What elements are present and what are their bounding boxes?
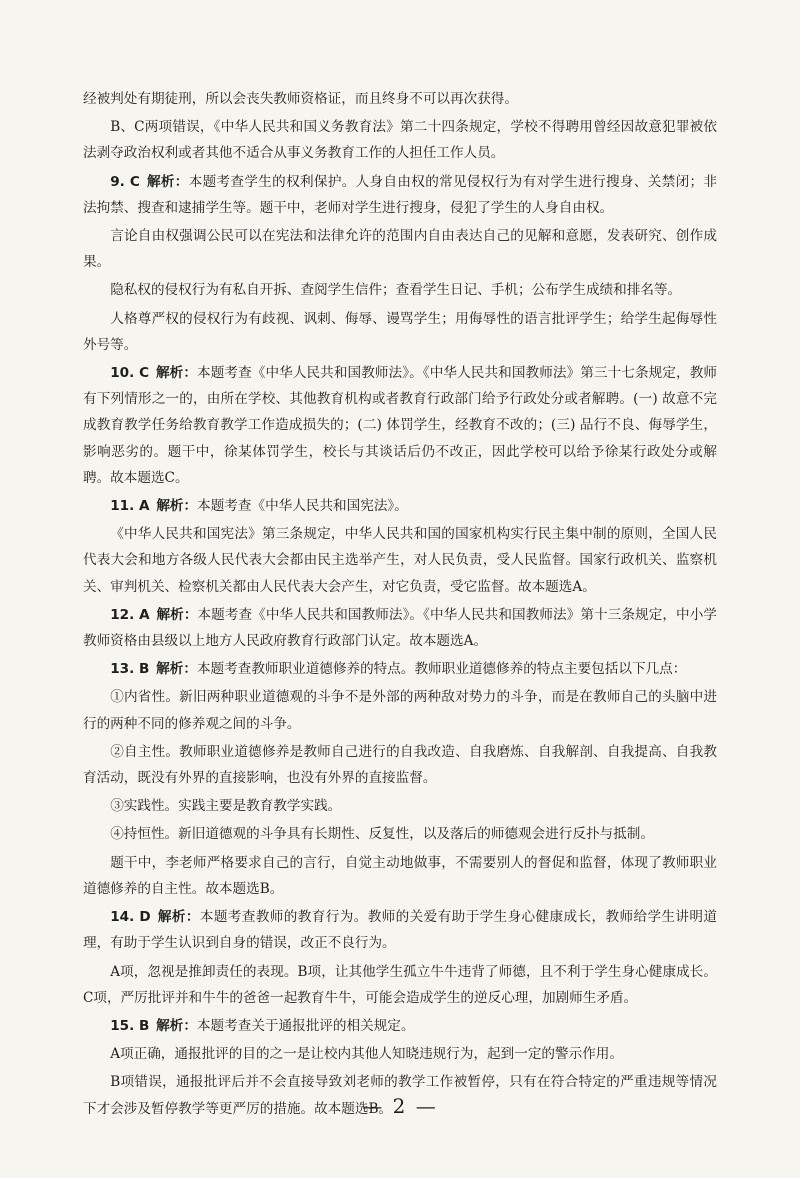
paragraph <box>83 793 717 819</box>
paragraph-text: 本题考查《中华人民共和国教师法》。《中华人民共和国教师法》第十三条规定，中小学教师资格由县级以上地方人民政府教育行政部门认定。故本题选A。 <box>83 606 717 650</box>
paragraph-text: ①内省性。新旧两种职业道德观的斗争不是外部的两种敌对势力的斗争，而是在教师自己的头脑中进行的两种不同的修养观之间的斗争。 <box>83 689 717 732</box>
paragraph <box>83 1013 717 1039</box>
paragraph <box>83 169 717 221</box>
analysis-label: 解析： <box>156 1017 197 1034</box>
paragraph <box>83 493 717 519</box>
paragraph <box>83 277 717 303</box>
paragraph-text: 经被判处有期徒刑，所以会丧失教师资格证，而且终身不可以再次获得。 <box>83 91 518 107</box>
analysis-label: 解析： <box>155 365 198 382</box>
analysis-label: 解析： <box>156 661 197 678</box>
analysis-label: 解析： <box>146 173 189 190</box>
analysis-label: 解析： <box>156 498 198 515</box>
question-answer: 11. A <box>110 498 150 515</box>
analysis-label: 解析： <box>156 606 198 623</box>
question-answer: 15. B <box>110 1017 150 1034</box>
question-answer: 14. D <box>110 909 151 926</box>
paragraph-text: ④持恒性。新旧道德观的斗争具有长期性、反复性，以及落后的师德观会进行反扑与抵制。 <box>110 826 654 843</box>
page-number: — 2 — <box>362 1094 438 1118</box>
paragraph-text: ③实践性。实践主要是教育教学实践。 <box>110 798 342 815</box>
paragraph <box>83 656 717 682</box>
paragraph-text: 题干中，李老师严格要求自己的言行，自觉主动地做事，不需要别人的督促和监督，体现了教师职业道德修养的自主性。故本题选B。 <box>83 854 717 897</box>
question-answer: 9. C <box>110 173 140 190</box>
answer-explanations <box>83 86 717 1124</box>
paragraph-text: 言论自由权强调公民可以在宪法和法律允许的范围内自由表达自己的见解和意愿，发表研究、创作成果。 <box>83 228 717 271</box>
paragraph-text: B、C两项错误，《中华人民共和国义务教育法》第二十四条规定，学校不得聘用曾经因故意犯罪被依法剥夺政治权利或者其他不适合从事义务教育工作的人担任工作人员。 <box>83 119 717 162</box>
analysis-label: 解析： <box>157 909 200 926</box>
paragraph <box>83 904 717 956</box>
paragraph <box>83 1041 717 1067</box>
paragraph-text: A项，忽视是推卸责任的表现。B项，让其他学生孤立牛牛违背了师德，且不利于学生身心健康成长。C项，严厉批评并和牛牛的爸爸一起教育牛牛，可能会造成学生的逆反心理，加剧师生矛盾。 <box>83 963 717 1006</box>
paragraph <box>83 602 717 654</box>
paragraph-text: 本题考查学生的权利保护。人身自由权的常见侵权行为有对学生进行搜身、关禁闭；非法拘禁、搜查和逮捕学生等。题干中，老师对学生进行搜身，侵犯了学生的人身自由权。 <box>83 173 718 216</box>
paragraph <box>83 114 717 166</box>
paragraph <box>83 521 717 600</box>
question-answer: 10. C <box>110 365 150 382</box>
paragraph <box>83 306 717 358</box>
question-answer: 12. A <box>110 606 150 623</box>
paragraph <box>83 360 717 491</box>
question-answer: 13. B <box>110 661 150 678</box>
paragraph <box>83 821 717 847</box>
paragraph-text: 本题考查教师职业道德修养的特点。教师职业道德修养的特点主要包括以下几点： <box>196 661 687 678</box>
paragraph <box>83 86 717 112</box>
paragraph-text: 本题考查关于通报批评的相关规定。 <box>196 1017 415 1034</box>
paragraph-text: 本题考查《中华人民共和国教师法》。《中华人民共和国教师法》第三十七条规定，教师有下列情形之一的，由所在学校、其他教育机构或者教育行政部门给予行政处分或者解聘。(一) 故意不完成教育教学任务给教育教学工作造成损失的；(二) 体罚学生，经教育不改的；(三) 品行不良、侮辱学生，影响恶劣的。题干中，徐某体罚学生，校长与其谈话后仍不改正，因此学校可以给予徐某行政处分或解聘。故本题选C。 <box>83 365 718 486</box>
paragraph-text: 隐私权的侵权行为有私自开拆、查阅学生信件；查看学生日记、手机；公布学生成绩和排名等。 <box>110 282 682 299</box>
paragraph-text: 本题考查教师的教育行为。教师的关爱有助于学生身心健康成长，教师给学生讲明道理，有助于学生认识到自身的错误，改正不良行为。 <box>83 909 717 952</box>
paragraph <box>83 739 717 791</box>
paragraph-text: A项正确，通报批评的目的之一是让校内其他人知晓违规行为，起到一定的警示作用。 <box>110 1046 623 1063</box>
paragraph <box>83 684 717 736</box>
paragraph <box>83 959 717 1011</box>
paragraph-text: 本题考查《中华人民共和国宪法》。 <box>197 498 408 515</box>
paragraph-text: 《中华人民共和国宪法》第三条规定，中华人民共和国的国家机构实行民主集中制的原则，全国人民代表大会和地方各级人民代表大会都由民主选举产生，对人民负责，受人民监督。国家行政机关、监察机关、审判机关、检察机关都由人民代表大会产生，对它负责，受它监督。故本题选A。 <box>83 526 717 595</box>
paragraph <box>83 223 717 275</box>
paragraph-text: 人格尊严权的侵权行为有歧视、讽刺、侮辱、谩骂学生；用侮辱性的语言批评学生；给学生起侮辱性外号等。 <box>83 310 717 353</box>
paragraph <box>83 850 717 902</box>
paragraph-text: B项错误，通报批评后并不会直接导致刘老师的教学工作被暂停，只有在符合特定的严重违规等情况下才会涉及暂停教学等更严厉的措施。故本题选B。 <box>83 1074 717 1117</box>
paragraph-text: ②自主性。教师职业道德修养是教师自己进行的自我改造、自我磨炼、自我解剖、自我提高、自我教育活动，既没有外界的直接影响，也没有外界的直接监督。 <box>83 743 717 787</box>
